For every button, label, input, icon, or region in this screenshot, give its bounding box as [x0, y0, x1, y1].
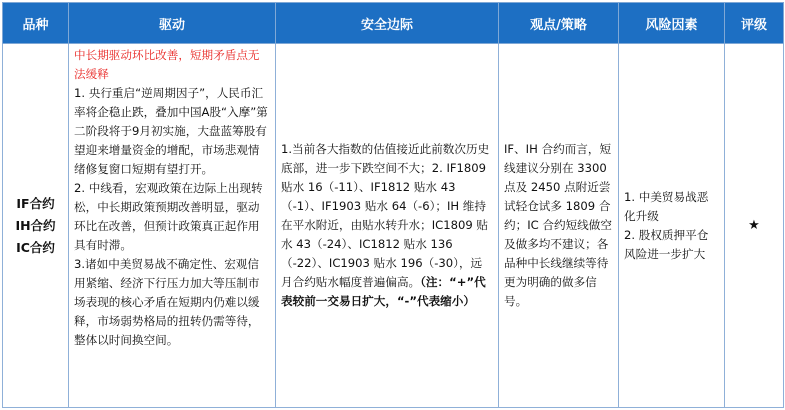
driver-cell [69, 44, 276, 408]
safety-margin-text: 1.当前各大指数的估值接近此前数次历史底部，进一步下跌空间不大；2. IF1809 贴水 16（-11）、IF1812 贴水 43（-1）、IF1903 贴水 64（-6）；IH 维持在平水附近，由贴水转升水；IC1809 贴水 43（-24）、IC1812 贴水 136（-22）、IC1903 贴水 196（-30），远月合约贴水幅度普遍偏高。 [281, 142, 490, 289]
variety-ih: IH合约 [15, 217, 56, 233]
header-rating: 评级 [725, 3, 784, 44]
header-view-strategy: 观点/策略 [499, 3, 619, 44]
strategy-table [2, 2, 784, 408]
driver-point-3: 3.诸如中美贸易战不确定性、宏观信用紧缩、经济下行压力加大等压制市场表现的核心矛盾在短期内仍难以缓释，市场弱势格局的扭转仍需等待，整体以时间换空间。 [74, 257, 260, 347]
safety-margin-note: （注：“+”代表较前一交易日扩大，“-”代表缩小） [281, 275, 486, 308]
safety-margin-cell [276, 44, 499, 408]
driver-point-2: 2. 中线看，宏观政策在边际上出现转松，中长期政策预期改善明显，驱动环比在改善，但预计政策真正起作用具有时滞。 [74, 181, 263, 252]
table-header-row [3, 3, 784, 44]
risk-item-1: 1. 中美贸易战恶化升级 [624, 189, 709, 223]
risk-item-2: 2. 股权质押平仓风险进一步扩大 [624, 227, 709, 261]
table-row [3, 44, 784, 408]
header-driver: 驱动 [69, 3, 276, 44]
driver-headline: 中长期驱动环比改善，短期矛盾点无法缓释 [74, 48, 260, 81]
header-safety-margin: 安全边际 [276, 3, 499, 44]
variety-if: IF合约 [16, 195, 55, 211]
header-risk-factors: 风险因素 [619, 3, 725, 44]
risk-factors-cell [619, 44, 725, 408]
rating-star: ★ [725, 44, 784, 408]
driver-point-1: 1. 央行重启“逆周期因子”，人民币汇率将企稳止跌，叠加中国A股“入摩”第二阶段将于9月初实施，大盘蓝筹股有望迎来增量资金的增配，市场悲观情绪修复窗口短期有望打开。 [74, 86, 268, 176]
header-variety: 品种 [3, 3, 69, 44]
view-strategy-cell: IF、IH 合约而言，短线建议分别在 3300 点及 2450 点附近尝试轻仓试多 1809 合约；IC 合约短线做空及做多均不建议；各品种中长线继续等待更为明确的做多信号。 [499, 44, 619, 408]
variety-cell [3, 44, 69, 408]
variety-ic: IC合约 [16, 239, 55, 255]
